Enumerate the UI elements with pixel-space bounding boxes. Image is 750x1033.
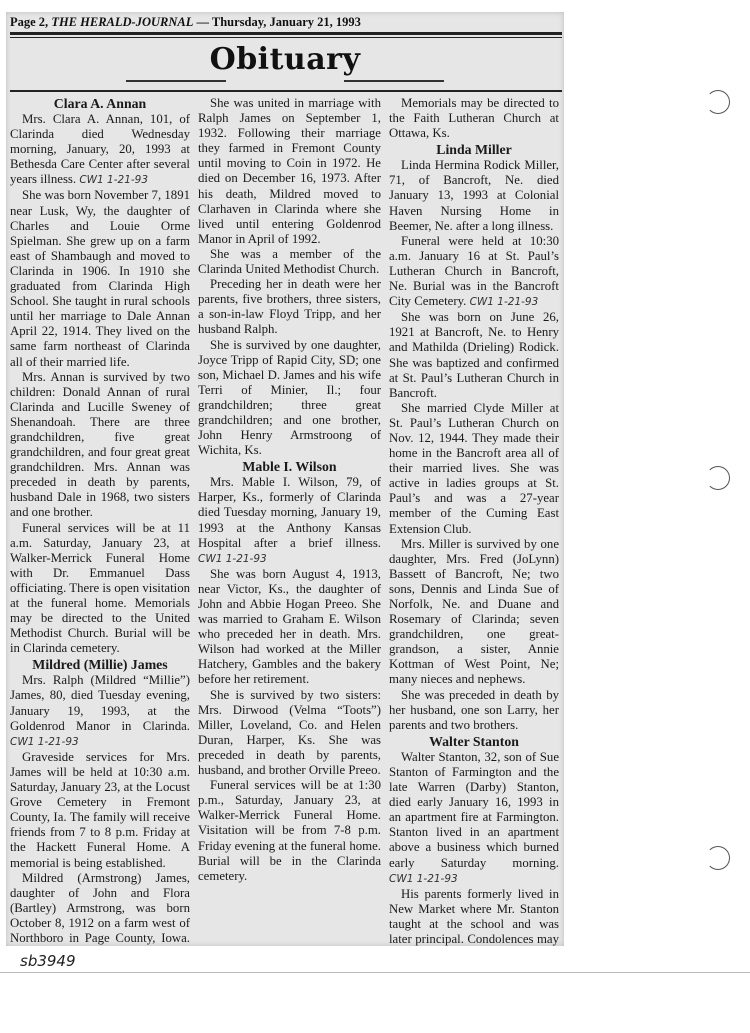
header-date: — Thursday, January 21, 1993 xyxy=(196,15,361,29)
obit-paragraph: Memorials may be directed to the Faith Lutheran Church at Ottawa, Ks. xyxy=(389,96,559,141)
page-edge xyxy=(0,972,750,973)
title-rule-right xyxy=(344,80,444,82)
column-1 xyxy=(10,96,190,946)
obit-paragraph: She married Clyde Miller at St. Paul’s Lutheran Church on Nov. 12, 1944. They made their home in the Bancroft area all of their married lives. She was active in ladies groups at St. Paul’s and was a 27-year member of the Cuming East Extension Club. xyxy=(389,400,559,536)
obit-paragraph: Mrs. Annan is survived by two children: Donald Annan of rural Clarinda and Lucille Sweney of Shenandoah. There are three grandchildren, five great grandchildren, and four great great grandchildren. Mrs. Annan was preceded in death by parents, husband Dale in 1968, two sisters and one brother. xyxy=(10,369,190,520)
obit-paragraph: Funeral services will be at 11 a.m. Saturday, January 23, at Walker-Merrick Funeral Home with Dr. Emmanuel Dass officiating. There is open visitation at the funeral home. Memorials may be directed to the United Methodist Church. Burial will be in Clarinda cemetery. xyxy=(10,520,190,656)
column-3 xyxy=(389,96,559,946)
obit-paragraph: Linda Hermina Rodick Miller, 71, of Bancroft, Ne. died January 13, 1993 at Colonial Haven Nursing Home in Beemer, Ne. after a long illness. xyxy=(389,158,559,233)
page-header xyxy=(6,15,564,31)
obit-paragraph: Funeral services will be at 1:30 p.m., Saturday, January 23, at Walker-Merrick Funeral Home. Visitation will be from 7-8 p.m. Friday evening at the funeral home. Burial will be in the Clarinda cemetery. xyxy=(198,778,381,883)
handwritten-margin-note: sb3949 xyxy=(20,952,76,970)
binder-hole xyxy=(706,466,730,490)
obit-paragraph: Funeral were held at 10:30 a.m. January 16 at St. Paul’s Lutheran Church in Bancroft, Ne. Burial was in the Bancroft City Cemetery. CW1 1-21-93 xyxy=(389,233,559,309)
section-title: Obituary xyxy=(209,42,361,77)
obit-heading-stanton: Walter Stanton xyxy=(429,733,519,749)
newspaper-clipping xyxy=(6,12,564,946)
header-rule-thin xyxy=(10,37,562,38)
obit-paragraph: Preceding her in death were her parents, five brothers, three sisters, a son-in-law Floyd Tripp, and her husband Ralph. xyxy=(198,277,381,337)
obit-heading-james: Mildred (Millie) James xyxy=(32,657,168,673)
handwritten-note: CW1 1-21-93 xyxy=(79,174,149,187)
title-underline xyxy=(10,90,562,92)
obit-paragraph: She was preceded in death by her husband, one son Larry, her parents and two brothers. xyxy=(389,687,559,732)
obit-paragraph: His parents formerly lived in New Market where Mr. Stanton taught at the school and was later principal. Condolences may xyxy=(389,886,559,946)
obit-paragraph: Graveside services for Mrs. James will be held at 10:30 a.m. Saturday, January 23, at the Locust Grove Cemetery in Fremont County, Ia. The family will receive friends from 7 to 8 p.m. Friday at the Hackett Funeral Home. A memorial is being established. xyxy=(10,749,190,870)
obit-heading-wilson: Mable I. Wilson xyxy=(242,459,337,475)
header-page: Page 2, xyxy=(10,15,49,29)
title-rule-left xyxy=(126,80,226,82)
obit-paragraph: She was born on June 26, 1921 at Bancroft, Ne. to Henry and Mathilda (Drieling) Rodick. She was baptized and confirmed at St. Paul’s Lutheran Church in Bancroft. xyxy=(389,310,559,400)
obit-paragraph: Mrs. Ralph (Mildred “Millie”) James, 80, died Tuesday evening, January 19, 1993, at the Goldenrod Manor in Clarinda. CW1 1-21-93 xyxy=(10,673,190,748)
obit-paragraph: She is survived by two sisters: Mrs. Dirwood (Velma “Toots”) Miller, Loveland, Co. and Helen Duran, Harper, Ks. She was preceded in death by parents, husband, and brother Orville Preeo. xyxy=(198,687,381,778)
obit-paragraph: She was born November 7, 1891 near Lusk, Wy, the daughter of Charles and Louie Orme Spielman. She grew up on a farm east of Shambaugh and moved to Clarinda in 1906. In 1910 she graduated from Clarinda High School. She taught in rural schools until her marriage to Dale Annan April 22, 1914. They lived on the same farm northeast of Clarinda all of their married life. xyxy=(10,188,190,369)
obit-paragraph: She is survived by one daughter, Joyce Tripp of Rapid City, SD; one son, Michael D. James and his wife Terri of Minier, Il.; four grandchildren; three great grandchildren; and one brother, John Henry Armstroong of Wichita, Ks. xyxy=(198,337,381,458)
header-rule xyxy=(10,32,562,35)
obit-paragraph: She was born August 4, 1913, near Victor, Ks., the daughter of John and Abbie Hogan Preeo. She was married to Graham E. Wilson who preceded her in death. Mrs. Wilson had worked at the Miller Hatchery, Gambles and the bakery before her retirement. xyxy=(198,566,381,687)
obit-paragraph: She was united in marriage with Ralph James on September 1, 1932. Following their marriage they farmed in Fremont County until moving to Coin in 1972. He died on December 16, 1973. After his death, Mildred moved to Clarhaven in Clarinda where she lived until entering Goldenrod Manor in April of 1992. xyxy=(198,96,381,246)
obit-paragraph: Mildred (Armstrong) James, daughter of John and Flora (Bartley) Armstrong, was born October 8, 1912 on a farm west of Northboro in Page County, Iowa. xyxy=(10,870,190,945)
obit-paragraph: She was a member of the Clarinda United Methodist Church. xyxy=(198,246,381,277)
obit-paragraph: Mrs. Mable I. Wilson, 79, of Harper, Ks., formerly of Clarinda died Tuesday morning, January 19, 1993 at the Anthony Kansas Hospital after a brief illness. CW1 1-21-93 xyxy=(198,475,381,565)
header-paper: THE HERALD-JOURNAL xyxy=(51,15,194,29)
obit-paragraph: Mrs. Miller is survived by one daughter, Mrs. Fred (JoLynn) Bassett of Bancroft, Ne; two sons, Dennis and Linda Sue of Norfolk, Ne. and Duane and Rosemary of Clarinda; seven grandchildren, one great-grandson, a sister, Annie Kottman of West Point, Ne; many nieces and nephews. xyxy=(389,536,559,687)
obit-heading-annan: Clara A. Annan xyxy=(53,96,147,111)
handwritten-note: CW1 1-21-93 xyxy=(198,552,267,565)
handwritten-note: CW1 1-21-93 xyxy=(469,296,539,309)
obit-paragraph: Mrs. Clara A. Annan, 101, of Clarinda died Wednesday morning, January, 20, 1993 at Bethesda Care Center after several years illness. CW1 1-21-93 xyxy=(10,112,190,187)
obit-paragraph: Walter Stanton, 32, son of Sue Stanton of Farmington and the late Warren (Darby) Stanton, died early January 16, 1993 in an apartment fire at Farmington. Stanton lived in an apartment above a business which burned early Saturday morning. CW1 1-21-93 xyxy=(389,749,559,885)
column-2 xyxy=(198,96,381,884)
binder-hole xyxy=(706,846,730,870)
handwritten-note: CW1 1-21-93 xyxy=(389,872,458,885)
obit-heading-miller: Linda Miller xyxy=(436,142,512,158)
handwritten-note: CW1 1-21-93 xyxy=(10,735,79,748)
binder-hole xyxy=(706,90,730,114)
